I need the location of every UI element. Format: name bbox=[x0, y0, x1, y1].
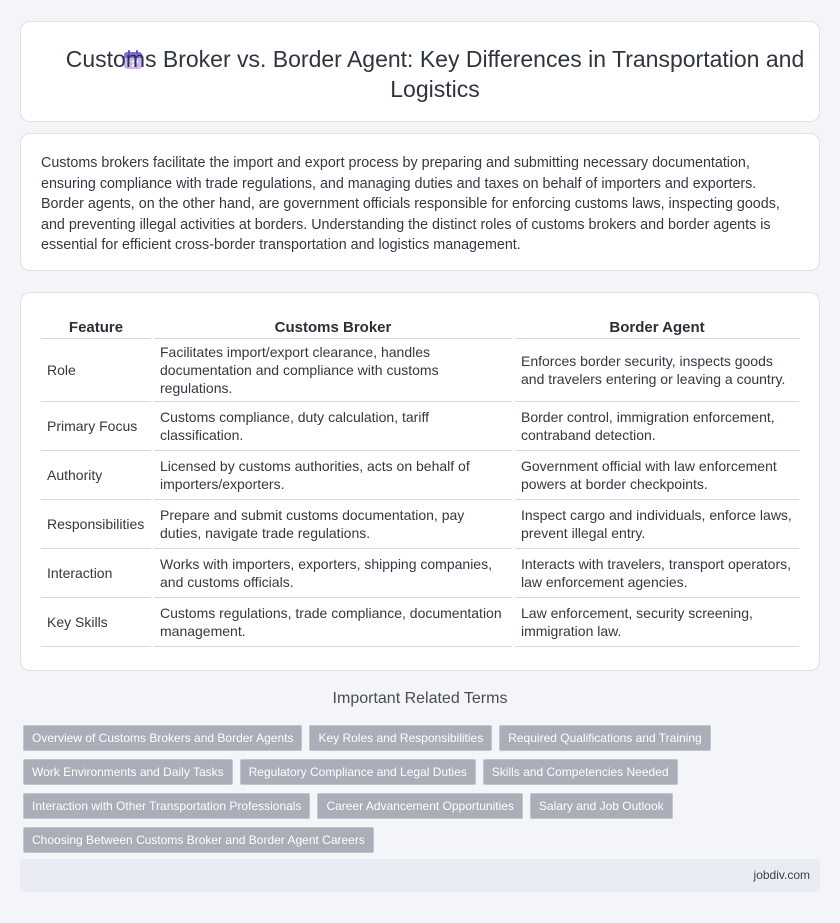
feature-cell: Interaction bbox=[41, 549, 151, 598]
feature-cell: Key Skills bbox=[41, 598, 151, 647]
comparison-card bbox=[20, 292, 820, 671]
comparison-table bbox=[38, 313, 802, 647]
related-term-link[interactable]: Salary and Job Outlook bbox=[530, 793, 673, 819]
page-title: Customs Broker vs. Border Agent: Key Differences in Transportation and Logistics bbox=[65, 46, 805, 102]
related-term-link[interactable]: Required Qualifications and Training bbox=[499, 725, 710, 751]
related-term-link[interactable]: Key Roles and Responsibilities bbox=[309, 725, 492, 751]
customs-broker-cell: Works with importers, exporters, shipping companies, and customs officials. bbox=[154, 549, 512, 598]
table-header-row bbox=[41, 313, 799, 339]
border-agent-cell: Law enforcement, security screening, immigration law. bbox=[515, 598, 799, 647]
related-term-link[interactable]: Overview of Customs Brokers and Border Agents bbox=[23, 725, 302, 751]
related-term-link[interactable]: Regulatory Compliance and Legal Duties bbox=[240, 759, 476, 785]
feature-cell: Authority bbox=[41, 451, 151, 500]
related-terms-list bbox=[23, 725, 723, 853]
table-row bbox=[41, 451, 799, 500]
customs-broker-cell: Licensed by customs authorities, acts on behalf of importers/exporters. bbox=[154, 451, 512, 500]
table-row bbox=[41, 500, 799, 549]
border-agent-cell: Government official with law enforcement powers at border checkpoints. bbox=[515, 451, 799, 500]
header-border-agent: Border Agent bbox=[515, 313, 799, 339]
feature-cell: Responsibilities bbox=[41, 500, 151, 549]
border-agent-cell: Enforces border security, inspects goods and travelers entering or leaving a country. bbox=[515, 339, 799, 402]
related-term-link[interactable]: Interaction with Other Transportation Professionals bbox=[23, 793, 310, 819]
footer-site-link[interactable]: jobdiv.com bbox=[753, 868, 810, 882]
related-term-link[interactable]: Skills and Competencies Needed bbox=[483, 759, 678, 785]
table-row bbox=[41, 598, 799, 647]
feature-cell: Role bbox=[41, 339, 151, 402]
border-agent-cell: Border control, immigration enforcement, contraband detection. bbox=[515, 402, 799, 451]
border-agent-cell: Interacts with travelers, transport operators, law enforcement agencies. bbox=[515, 549, 799, 598]
table-row bbox=[41, 549, 799, 598]
customs-broker-cell: Facilitates import/export clearance, handles documentation and compliance with customs regulations. bbox=[154, 339, 512, 402]
intro-card bbox=[20, 133, 820, 271]
customs-broker-cell: Customs regulations, trade compliance, documentation management. bbox=[154, 598, 512, 647]
border-agent-cell: Inspect cargo and individuals, enforce laws, prevent illegal entry. bbox=[515, 500, 799, 549]
related-term-link[interactable]: Choosing Between Customs Broker and Border Agent Careers bbox=[23, 827, 374, 853]
customs-broker-cell: Customs compliance, duty calculation, tariff classification. bbox=[154, 402, 512, 451]
related-terms-heading: Important Related Terms bbox=[332, 690, 508, 707]
header-feature: Feature bbox=[41, 313, 151, 339]
feature-cell: Primary Focus bbox=[41, 402, 151, 451]
footer bbox=[20, 859, 820, 892]
related-term-link[interactable]: Career Advancement Opportunities bbox=[317, 793, 522, 819]
table-row bbox=[41, 339, 799, 402]
header-customs-broker: Customs Broker bbox=[154, 313, 512, 339]
table-row bbox=[41, 402, 799, 451]
header-card bbox=[20, 21, 820, 122]
related-term-link[interactable]: Work Environments and Daily Tasks bbox=[23, 759, 233, 785]
customs-broker-cell: Prepare and submit customs documentation, pay duties, navigate trade regulations. bbox=[154, 500, 512, 549]
intro-paragraph: Customs brokers facilitate the import and export process by preparing and submitting necessary documentation, ensuring compliance with trade regulations, and managing duties and taxes on behalf of importers and exporters. Border agents, on the other hand, are government officials responsible for enforcing customs laws, inspecting goods, and preventing illegal activities at borders. Understanding the distinct roles of customs brokers and border agents is essential for efficient cross-border transportation and logistics management. bbox=[41, 155, 780, 254]
